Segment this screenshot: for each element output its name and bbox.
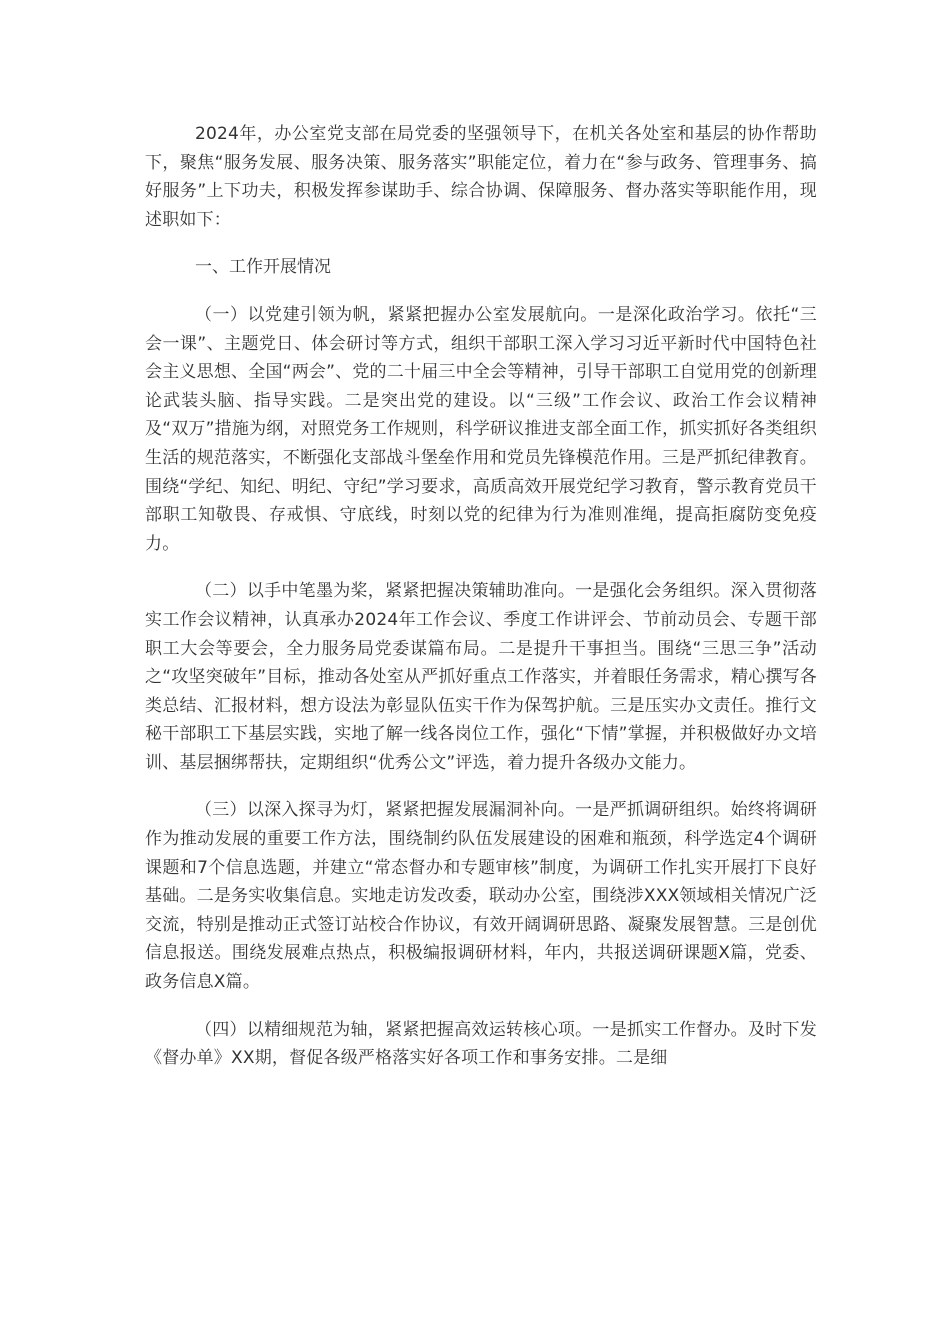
paragraph-party-building: （一）以党建引领为帆，紧紧把握办公室发展航向。一是深化政治学习。依托“三会一课”、主题党日、体会研讨等方式，组织干部职工深入学习习近平新时代中国特色社会主义思想、全国“两会”、党的二十届三中全会等精神，引导干部职工自觉用党的创新理论武装头脑、指导实践。二是突出党的建设。以“三级”工作会议、政治工作会议精神及“双万”措施为纲，对照党务工作规则，科学研议推进支部全面工作，抓实抓好各类组织生活的规范落实，不断强化支部战斗堡垒作用和党员先锋模范作用。三是严抓纪律教育。围绕“学纪、知纪、明纪、守纪”学习要求，高质高效开展党纪学习教育，警示教育党员干部职工知敬畏、存戒惧、守底线，时刻以党的纪律为行为准则准绳，提高拒腐防变免疫力。 bbox=[145, 304, 817, 554]
intro-paragraph: 2024年，办公室党支部在局党委的坚强领导下，在机关各处室和基层的协作帮助下，聚焦“服务发展、服务决策、服务落实”职能定位，着力在“参与政务、管理事务、搞好服务”上下功夫，积极发挥参谋助手、综合协调、保障服务、督办落实等职能作用，现述职如下： bbox=[145, 124, 817, 230]
paragraph-research: （三）以深入探寻为灯，紧紧把握发展漏洞补向。一是严抓调研组织。始终将调研作为推动发展的重要工作方法，围绕制约队伍发展建设的困难和瓶颈，科学选定4个调研课题和7个信息选题，并建立“常态督办和专题审核”制度，为调研工作扎实开展打下良好基础。二是务实收集信息。实地走访发改委，联动办公室，围绕涉XXX领域相关情况广泛交流，特别是推动正式签订站校合作协议，有效开阔调研思路、凝聚发展智慧。三是创优信息报送。围绕发展难点热点，积极编报调研材料，年内，共报送调研课题X篇，党委、政务信息X篇。 bbox=[145, 800, 817, 993]
paragraph-operations: （四）以精细规范为轴，紧紧把握高效运转核心项。一是抓实工作督办。及时下发《督办单》XX期，督促各级严格落实好各项工作和事务安排。二是细 bbox=[145, 1019, 817, 1069]
document-page bbox=[145, 120, 817, 1092]
paragraph-decision-support: （二）以手中笔墨为桨，紧紧把握决策辅助准向。一是强化会务组织。深入贯彻落实工作会议精神，认真承办2024年工作会议、季度工作讲评会、节前动员会、专题干部职工大会等要会，全力服务局党委谋篇布局。二是提升干事担当。围绕“三思三争”活动之“攻坚突破年”目标，推动各处室从严抓好重点工作落实，并着眼任务需求，精心撰写各类总结、汇报材料，想方设法为彰显队伍实干作为保驾护航。三是压实办文责任。推行文秘干部职工下基层实践，实地了解一线各岗位工作，强化“下情”掌握，并积极做好办文培训、基层捆绑帮扶，定期组织“优秀公文”评选，着力提升各级办文能力。 bbox=[145, 581, 817, 773]
section-heading: 一、工作开展情况 bbox=[195, 257, 331, 278]
